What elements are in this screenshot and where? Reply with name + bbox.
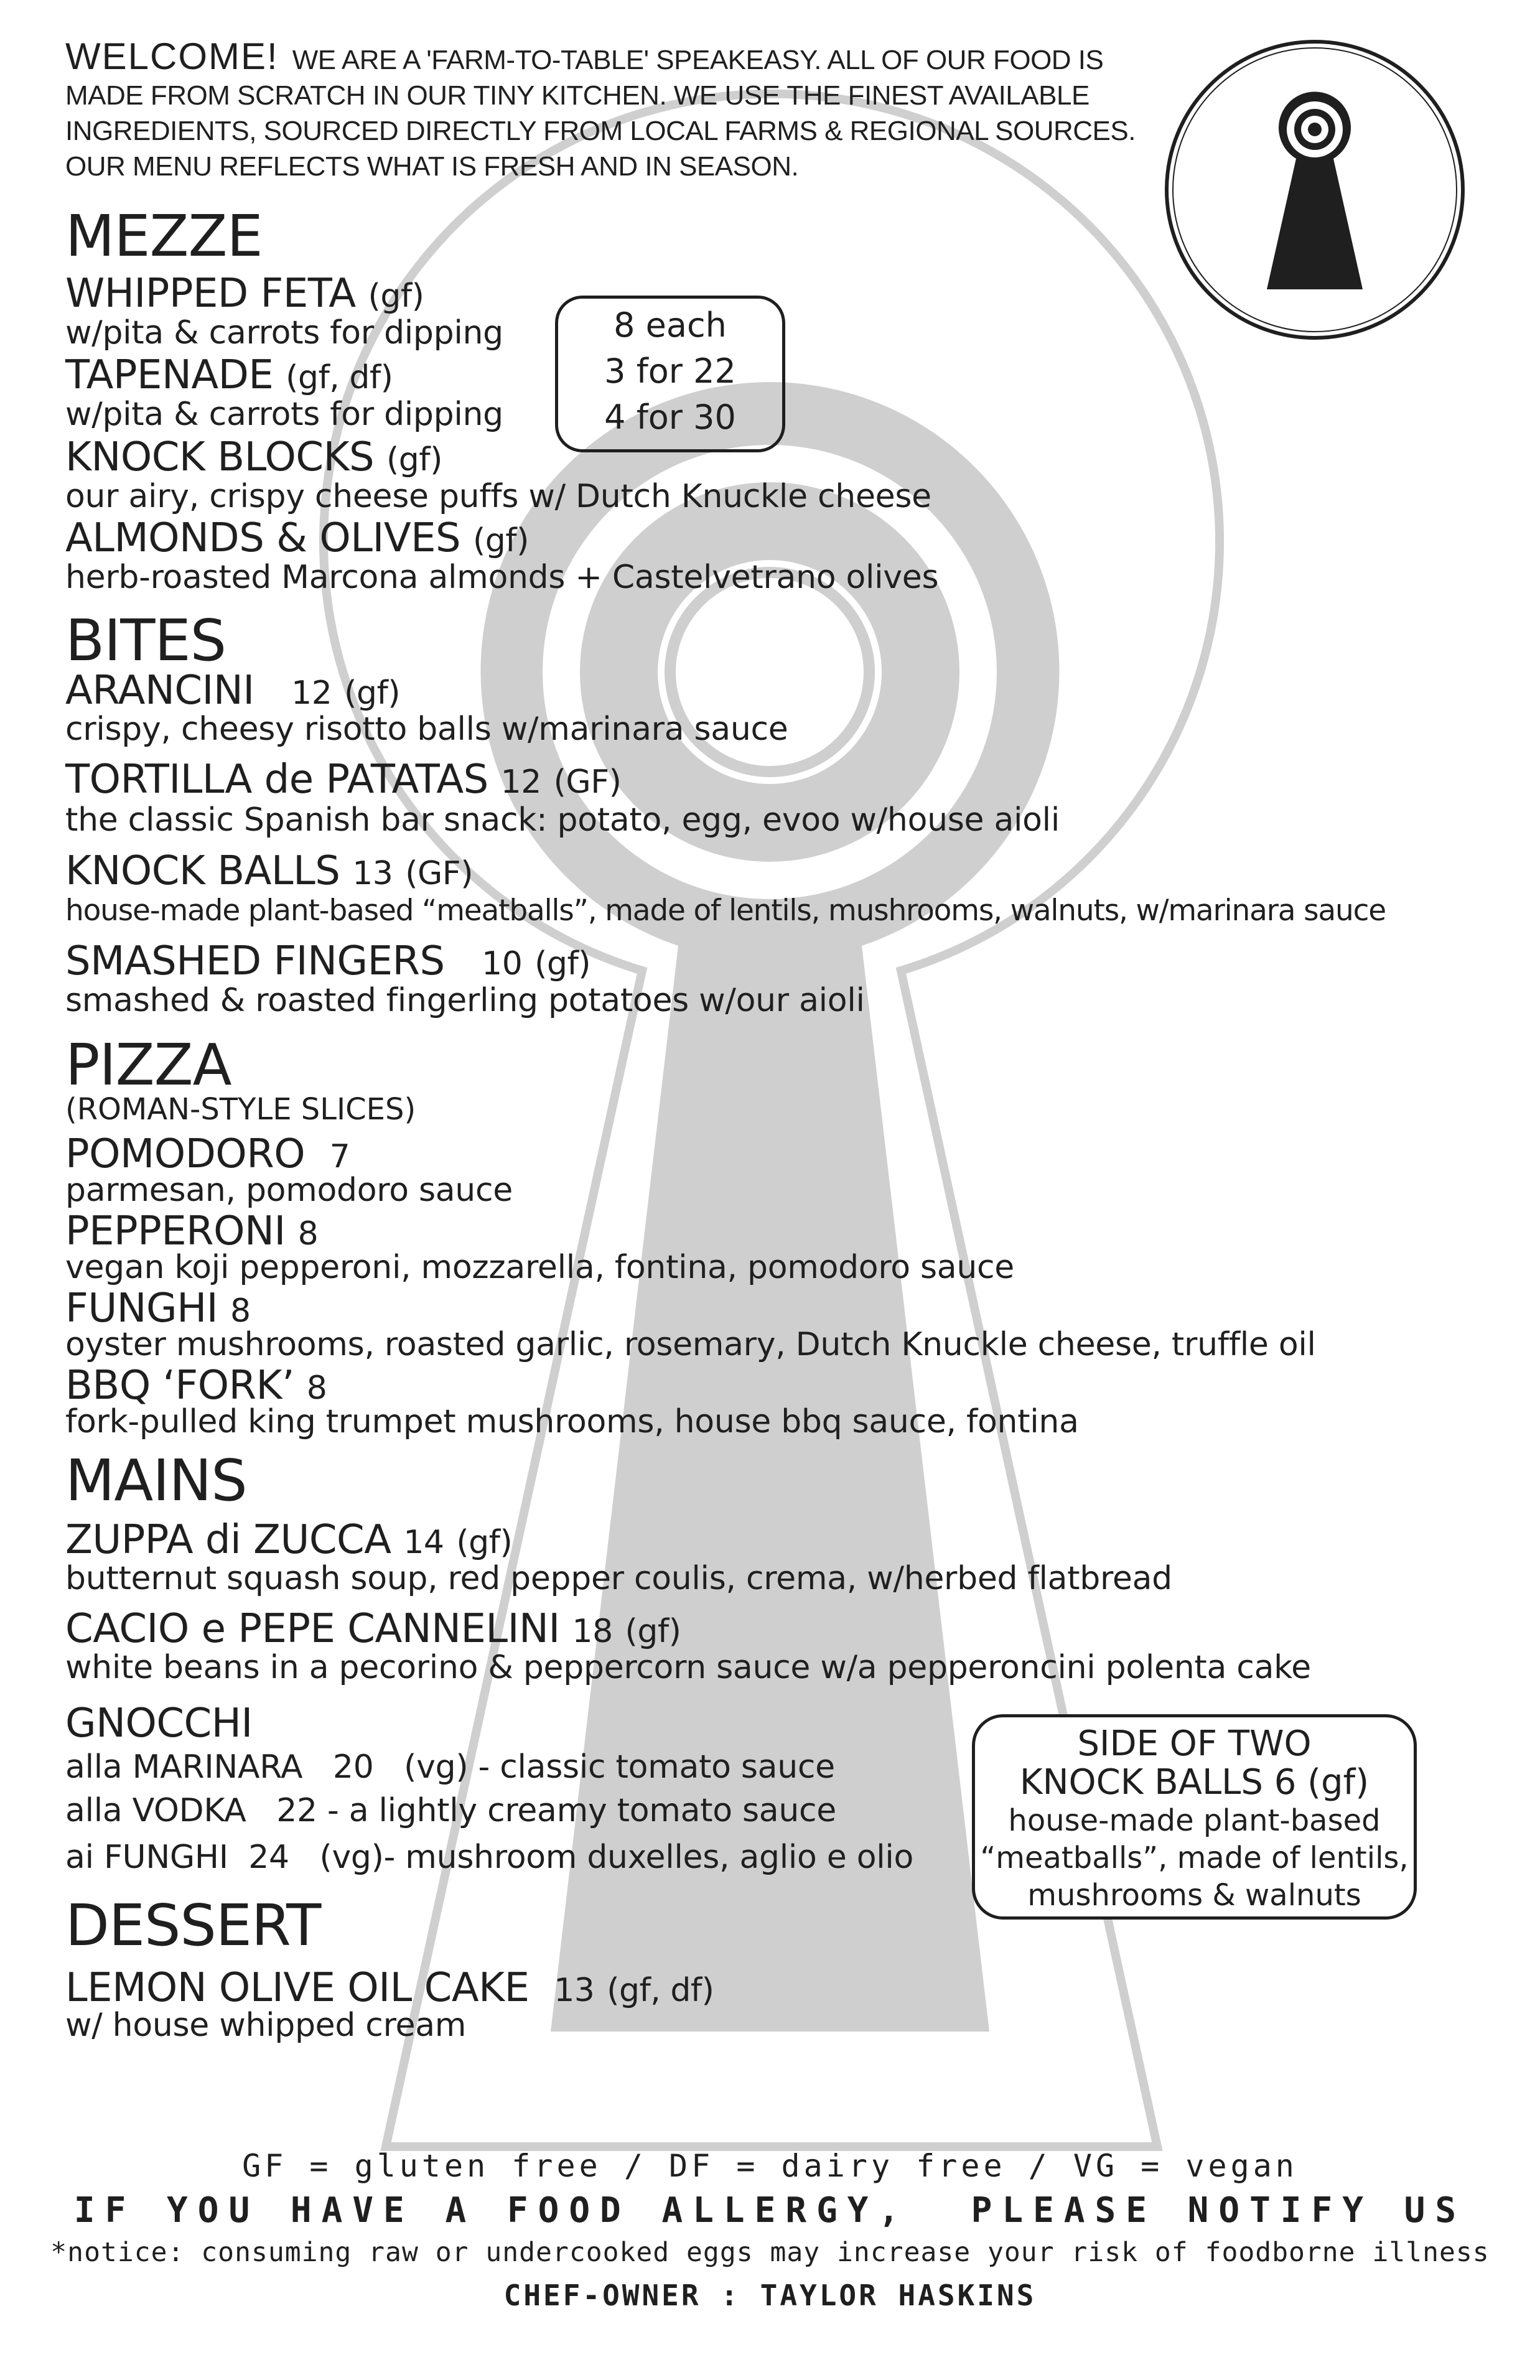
menu-item-whipped-feta: [65, 272, 424, 318]
item-description: parmesan, pomodoro sauce: [65, 1172, 513, 1209]
item-price: 8: [297, 1215, 319, 1253]
gnocchi-option: alla VODKA 22 - a lightly creamy tomato sauce: [65, 1792, 837, 1829]
item-description: w/pita & carrots for dipping: [65, 314, 503, 352]
item-name: ARANCINI: [65, 668, 254, 714]
chef-owner: CHEF-OWNER : TAYLOR HASKINS: [503, 2279, 1037, 2312]
item-description: the classic Spanish bar snack: potato, egg, evoo w/house aioli: [65, 801, 1060, 839]
item-description: w/ house whipped cream: [65, 2007, 467, 2044]
pricing-line: 3 for 22: [604, 352, 736, 391]
section-title-pizza: PIZZA: [65, 1032, 231, 1098]
item-description: w/pita & carrots for dipping: [65, 396, 503, 433]
gnocchi-option: alla MARINARA 20 (vg) - classic tomato sauce: [65, 1748, 835, 1786]
menu-item-almonds-olives: [65, 516, 529, 562]
item-price: 18: [572, 1613, 613, 1650]
menu-item-zuppa: [65, 1518, 512, 1564]
item-name: KNOCK BLOCKS: [65, 434, 375, 480]
side-title: SIDE OF TWO: [1077, 1724, 1312, 1764]
item-name: BBQ ‘FORK’: [65, 1363, 294, 1409]
item-tag: (gf, df): [607, 1972, 714, 2009]
item-description: smashed & roasted fingerling potatoes w/our aioli: [65, 982, 865, 1019]
item-tag: (gf): [534, 945, 591, 982]
pricing-line: 8 each: [614, 306, 727, 345]
item-price: 10: [482, 945, 523, 982]
item-description: herb-roasted Marcona almonds + Castelvetrano olives: [65, 559, 939, 596]
item-tag: (gf): [456, 1524, 513, 1561]
item-name: FUNGHI: [65, 1286, 218, 1332]
item-description: our airy, crispy cheese puffs w/ Dutch Knuckle cheese: [65, 478, 931, 515]
item-tag: (GF): [553, 763, 622, 801]
item-description: fork-pulled king trumpet mushrooms, house bbq sauce, fontina: [65, 1403, 1079, 1440]
mezze-pricing-box: [555, 296, 785, 452]
section-title-dessert: DESSERT: [65, 1892, 321, 1959]
item-name: TORTILLA de PATATAS: [65, 757, 488, 803]
keyhole-logo-icon: [1162, 37, 1467, 342]
side-description: house-made plant-based: [1008, 1803, 1381, 1838]
menu-item-arancini: [65, 669, 400, 715]
item-name: ZUPPA di ZUCCA: [65, 1517, 391, 1563]
menu-item-knock-blocks: [65, 436, 442, 482]
item-price: 12: [291, 674, 332, 712]
item-price: 8: [230, 1292, 251, 1330]
item-description: vegan koji pepperoni, mozzarella, fontina, pomodoro sauce: [65, 1249, 1015, 1286]
diet-legend: GF = gluten free / DF = dairy free / VG = vegan: [242, 2148, 1298, 2184]
menu-item-gnocchi: GNOCCHI: [65, 1701, 253, 1747]
item-price: 13: [554, 1972, 595, 2009]
side-description: mushrooms & walnuts: [1027, 1878, 1361, 1913]
item-name: SMASHED FINGERS: [65, 938, 445, 984]
item-tag: (gf): [625, 1613, 681, 1650]
item-tag: (gf): [344, 674, 401, 712]
item-description: oyster mushrooms, roasted garlic, rosemary, Dutch Knuckle cheese, truffle oil: [65, 1326, 1316, 1363]
section-title-mezze: MEZZE: [65, 203, 263, 269]
welcome-text: WE ARE A 'FARM-TO-TABLE' SPEAKEASY. ALL OF OUR FOOD IS MADE FROM SCRATCH IN OUR TINY KITCHEN. WE USE THE FINEST AVAILABLE INGREDIENTS, SOURCED DIRECTLY FROM LOCAL FARMS & REGIONAL SOURCES. OUR MENU REFLECTS WHAT IS FRESH AND IN SEASON.: [65, 45, 1136, 182]
item-description: house-made plant-based “meatballs”, made of lentils, mushrooms, walnuts, w/marinara sauce: [65, 894, 1386, 928]
item-tag: (gf, df): [286, 359, 393, 396]
item-tag: (gf): [386, 441, 442, 478]
item-name: WHIPPED FETA: [65, 271, 356, 317]
side-description: “meatballs”, made of lentils,: [980, 1841, 1409, 1875]
section-title-bites: BITES: [65, 607, 226, 674]
allergy-notice: IF YOU HAVE A FOOD ALLERGY, PLEASE NOTIFY US: [73, 2190, 1467, 2231]
food-safety-notice: *notice: consuming raw or undercooked eggs may increase your risk of foodborne illness: [50, 2237, 1490, 2268]
item-description: white beans in a pecorino & peppercorn sauce w/a pepperoncini polenta cake: [65, 1649, 1311, 1686]
section-title-mains: MAINS: [65, 1447, 247, 1514]
item-price: 14: [403, 1524, 444, 1561]
item-price: 13: [352, 855, 393, 892]
side-item: KNOCK BALLS 6 (gf): [1019, 1762, 1370, 1803]
item-name: POMODORO: [65, 1131, 306, 1177]
item-name: CACIO e PEPE CANNELINI: [65, 1606, 560, 1652]
welcome-heading: WELCOME!: [65, 35, 279, 77]
item-name: PEPPERONI: [65, 1208, 286, 1254]
item-name: KNOCK BALLS: [65, 848, 340, 894]
item-tag: (GF): [405, 855, 473, 892]
section-subtitle: (ROMAN-STYLE SLICES): [65, 1092, 416, 1127]
welcome-paragraph: [65, 35, 1160, 184]
item-tag: (gf): [368, 278, 424, 315]
item-name: ALMONDS & OLIVES: [65, 515, 461, 561]
gnocchi-option: ai FUNGHI 24 (vg)- mushroom duxelles, aglio e olio: [65, 1839, 914, 1876]
item-price: 8: [306, 1370, 327, 1407]
item-price: 7: [329, 1138, 350, 1175]
item-description: butternut squash soup, red pepper coulis, crema, w/herbed flatbread: [65, 1560, 1172, 1597]
item-tag: (gf): [473, 522, 529, 559]
item-name: TAPENADE: [65, 352, 274, 398]
pricing-line: 4 for 30: [604, 398, 736, 437]
menu-item-cacio-e-pepe: [65, 1607, 681, 1653]
menu-item-smashed-fingers: [65, 940, 590, 986]
menu-item-knock-balls: [65, 849, 473, 895]
side-knock-balls-box: [972, 1714, 1417, 1920]
item-price: 12: [500, 763, 541, 801]
menu-item-tortilla: [65, 758, 621, 804]
item-name: LEMON OLIVE OIL CAKE: [65, 1965, 530, 2011]
menu-item-lemon-cake: [65, 1966, 714, 2012]
menu-item-tapenade: [65, 353, 393, 399]
item-description: crispy, cheesy risotto balls w/marinara sauce: [65, 711, 788, 748]
